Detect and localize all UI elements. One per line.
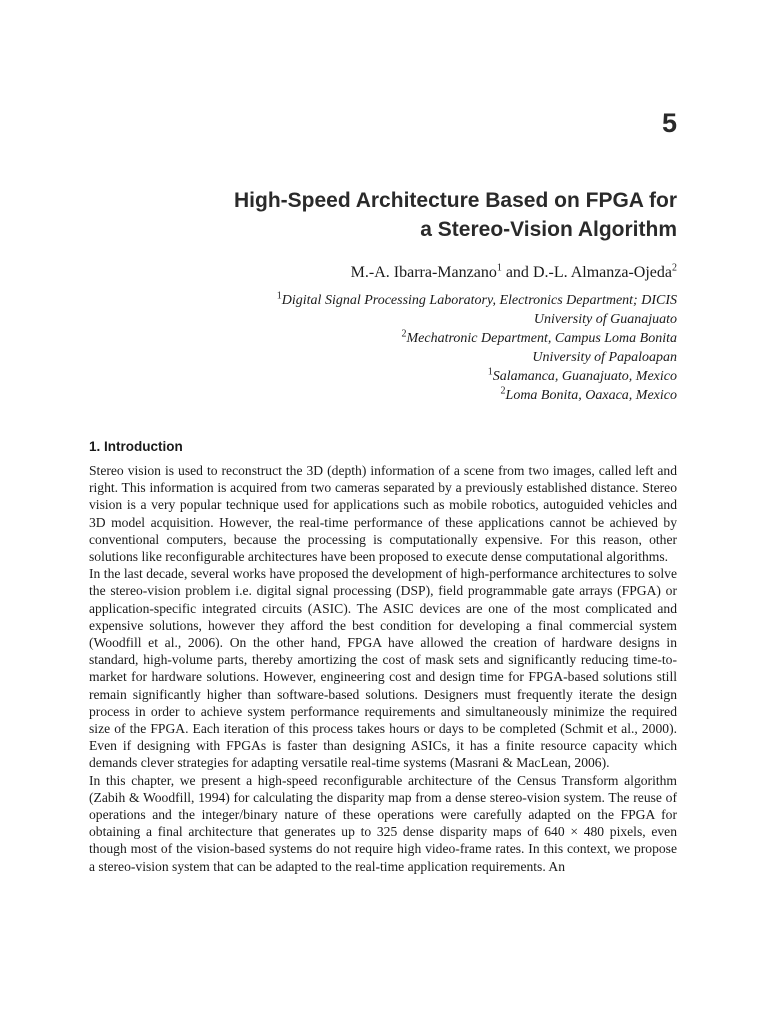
- affiliation-line: [89, 310, 677, 329]
- affiliation-text: University of Guanajuato: [533, 312, 677, 327]
- author-line: [351, 263, 677, 283]
- affiliation-line: [89, 329, 677, 348]
- affiliation-text: University of Papaloapan: [532, 350, 677, 365]
- author-conjunction: and: [501, 264, 533, 281]
- chapter-title-line-1: High-Speed Architecture Based on FPGA for: [234, 189, 677, 212]
- paragraph: Stereo vision is used to reconstruct the 3D (depth) information of a scene from two images, called left and right. This information is acquired from two cameras separated by a previously established distance. Stereo vision is a very popular technique used for applications such as mobile robotics, autoguided vehicles and 3D model acquisition. However, the real-time performance of these applications cannot be achieved by conventional computers, because the processing is computationally expensive. For this reason, other solutions like reconfigurable architectures have been proposed to execute dense computational algorithms.: [89, 463, 677, 565]
- affiliation-superscript: 1: [276, 290, 282, 302]
- page: [89, 0, 677, 1024]
- chapter-title: [89, 186, 677, 244]
- affiliation-line: [89, 348, 677, 367]
- affiliation-line: [89, 291, 677, 310]
- paragraph: In the last decade, several works have proposed the development of high-performance architectures to solve the stereo-vision problem i.e. digital signal processing (DSP), field programmable gate arrays (FPGA) or application-specific integrated circuits (ASIC). The ASIC devices are one of the most complicated and expensive solutions, however they afford the best condition for developing a final commercial system (Woodfill et al., 2006). On the other hand, FPGA have allowed the creation of hardware designs in standard, high-volume parts, thereby amortizing the cost of mask sets and significantly reducing time-to-market for hardware solutions. However, engineering cost and design time for FPGA-based solutions still remain significantly higher than software-based solutions. Designers must frequently iterate the design process in order to achieve system performance requirements and simultaneously minimize the required size of the FPGA. Each iteration of this process takes hours or days to be completed (Schmit et al., 2000). Even if designing with FPGAs is faster than designing ASICs, it has a finite resource capacity which demands clever strategies for adapting versatile real-time systems (Masrani & MacLean, 2006).: [89, 566, 677, 771]
- affiliation-text: Digital Signal Processing Laboratory, Electronics Department; DICIS: [281, 293, 677, 308]
- affiliation-superscript: 2: [500, 385, 506, 397]
- author-2: D.-L. Almanza-Ojeda: [532, 264, 672, 281]
- affiliation-superscript: 2: [401, 328, 407, 340]
- chapter-number: 5: [661, 108, 677, 138]
- affiliation-text: Mechatronic Department, Campus Loma Bonita: [406, 331, 677, 346]
- author-1-superscript: 1: [496, 262, 502, 274]
- body-text: [89, 462, 677, 875]
- affiliation-line: [89, 367, 677, 386]
- affiliations: [89, 291, 677, 405]
- chapter-title-line-2: a Stereo-Vision Algorithm: [420, 218, 677, 241]
- section-heading: 1. Introduction: [89, 439, 183, 454]
- paragraph: In this chapter, we present a high-speed reconfigurable architecture of the Census Transform algorithm (Zabih & Woodfill, 1994) for calculating the disparity map from a dense stereo-vision system. The reuse of operations and the integer/binary nature of these operations were carefully adapted on the FPGA for obtaining a final architecture that generates up to 325 dense disparity maps of 640 × 480 pixels, even though most of the vision-based systems do not require high video-frame rates. In this context, we propose a stereo-vision system that can be adapted to the real-time application requirements. An: [89, 772, 677, 874]
- affiliation-superscript: 1: [487, 366, 493, 378]
- author-1: M.-A. Ibarra-Manzano: [350, 264, 497, 281]
- affiliation-text: Salamanca, Guanajuato, Mexico: [492, 369, 677, 384]
- affiliation-line: [89, 386, 677, 405]
- affiliation-text: Loma Bonita, Oaxaca, Mexico: [505, 388, 677, 403]
- author-2-superscript: 2: [672, 262, 677, 274]
